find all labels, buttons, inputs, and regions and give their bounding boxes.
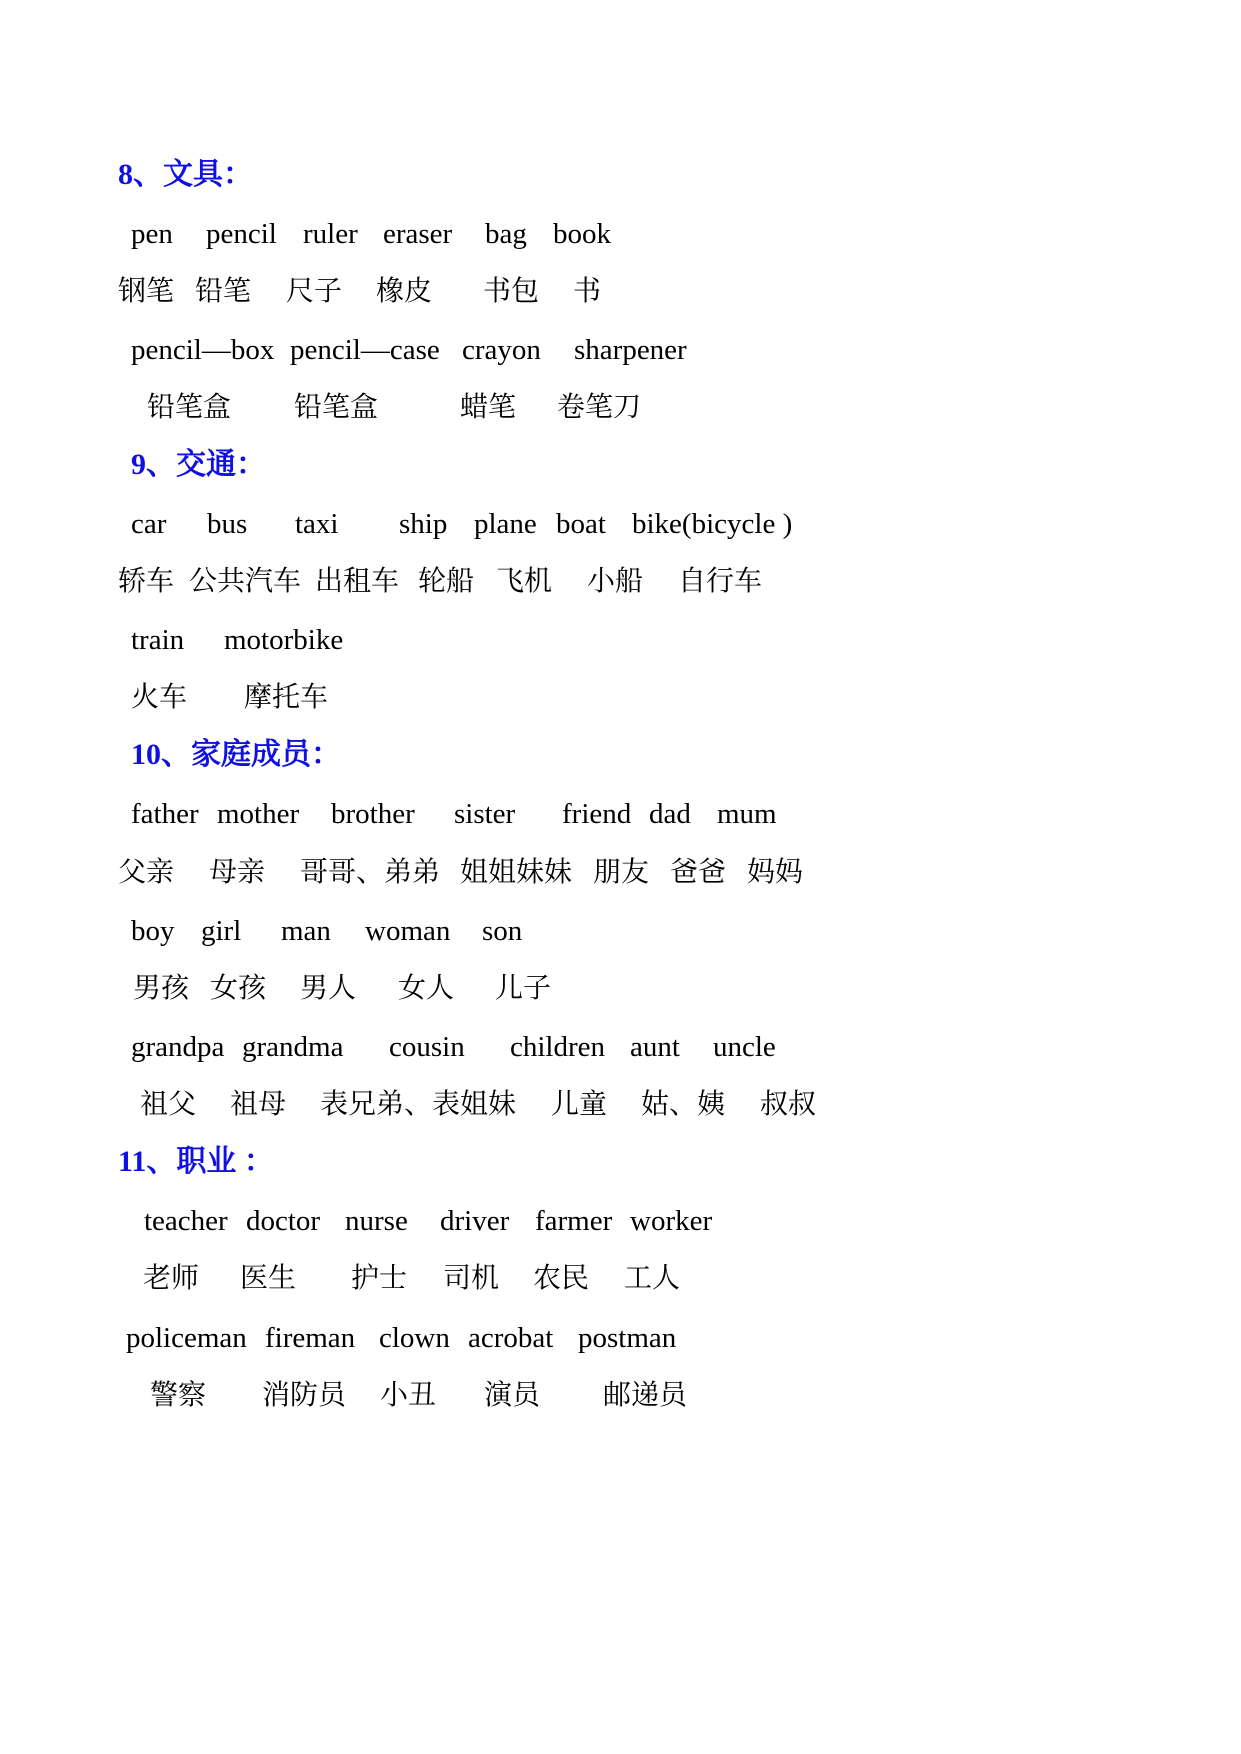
vocab-word: grandma	[242, 1031, 344, 1063]
vocab-word: dad	[649, 798, 691, 830]
vocab-word: bus	[207, 508, 248, 540]
vocab-word: pen	[131, 218, 173, 250]
vocab-translation: 护士	[351, 1261, 408, 1294]
vocab-row-english	[0, 911, 1241, 951]
vocab-word: pencil	[206, 218, 277, 250]
vocab-word: sharpener	[574, 334, 687, 366]
vocab-word: acrobat	[468, 1322, 554, 1354]
vocab-translation: 卷笔刀	[557, 390, 642, 423]
vocab-row-chinese	[0, 677, 1241, 717]
vocab-translation: 父亲	[118, 855, 175, 888]
vocab-translation: 橡皮	[376, 274, 433, 307]
vocab-word: son	[482, 915, 523, 947]
section-heading-occupations: 11、职业 ：	[118, 1145, 274, 1178]
vocab-translation: 小丑	[380, 1378, 437, 1411]
vocab-row-chinese	[0, 968, 1241, 1008]
vocab-translation: 火车	[131, 680, 188, 713]
vocab-translation: 母亲	[209, 855, 266, 888]
vocab-word: friend	[562, 798, 632, 830]
vocab-row-chinese	[0, 271, 1241, 311]
vocab-row-chinese	[0, 561, 1241, 601]
vocab-word: children	[510, 1031, 606, 1063]
vocab-translation: 邮递员	[603, 1378, 688, 1411]
vocab-word: motorbike	[224, 624, 344, 656]
vocab-word: plane	[474, 508, 537, 540]
vocab-word: woman	[365, 915, 451, 947]
vocab-word: sister	[454, 798, 516, 830]
vocab-word: eraser	[383, 218, 453, 250]
vocab-translation: 男孩	[133, 971, 190, 1004]
vocab-translation: 儿童	[551, 1087, 608, 1120]
vocab-row-english	[0, 1318, 1241, 1358]
vocab-word: doctor	[246, 1205, 321, 1237]
vocab-row-chinese	[0, 852, 1241, 892]
vocab-translation: 出租车	[315, 564, 400, 597]
vocab-translation: 铅笔	[195, 274, 252, 307]
vocab-row-english	[0, 1201, 1241, 1241]
vocab-translation: 公共汽车	[189, 564, 302, 597]
vocab-translation: 蜡笔	[460, 390, 517, 423]
vocab-word: nurse	[345, 1205, 408, 1237]
vocab-translation: 工人	[624, 1261, 681, 1294]
vocab-word: book	[553, 218, 611, 250]
vocab-word: father	[131, 798, 199, 830]
vocab-row-chinese	[0, 387, 1241, 427]
vocab-word: worker	[630, 1205, 713, 1237]
vocab-translation: 哥哥、弟弟	[300, 855, 441, 888]
vocab-word: fireman	[265, 1322, 356, 1354]
vocab-translation: 自行车	[678, 564, 763, 597]
vocab-word: farmer	[535, 1205, 613, 1237]
vocab-translation: 司机	[443, 1261, 500, 1294]
vocab-row-chinese	[0, 1084, 1241, 1124]
vocab-row-chinese	[0, 1375, 1241, 1415]
vocab-word: ruler	[303, 218, 358, 250]
vocab-row-chinese	[0, 1258, 1241, 1298]
vocab-word: crayon	[462, 334, 541, 366]
vocab-word: bag	[485, 218, 527, 250]
vocab-word: postman	[578, 1322, 677, 1354]
vocab-word: brother	[331, 798, 415, 830]
section-heading-stationery: 8、文具：	[118, 158, 253, 191]
vocab-translation: 姐姐妹妹	[460, 855, 573, 888]
vocab-translation: 警察	[150, 1378, 207, 1411]
vocab-translation: 轮船	[418, 564, 475, 597]
vocab-word: ship	[399, 508, 448, 540]
vocab-translation: 飞机	[496, 564, 553, 597]
vocab-translation: 医生	[240, 1261, 297, 1294]
vocab-translation: 老师	[143, 1261, 200, 1294]
vocab-translation: 书包	[483, 274, 540, 307]
vocab-word: aunt	[630, 1031, 680, 1063]
vocab-word: boat	[556, 508, 606, 540]
vocab-translation: 男人	[300, 971, 357, 1004]
vocab-translation: 姑、姨	[641, 1087, 726, 1120]
section-heading-transport: 9、交通：	[131, 448, 266, 481]
vocab-translation: 农民	[533, 1261, 590, 1294]
section-heading-family: 10、家庭成员：	[131, 738, 341, 771]
vocab-translation: 摩托车	[244, 680, 329, 713]
vocab-translation: 钢笔	[118, 274, 175, 307]
vocab-translation: 轿车	[118, 564, 175, 597]
vocab-word: car	[131, 508, 167, 540]
vocab-translation: 祖父	[140, 1087, 197, 1120]
vocab-word: man	[281, 915, 331, 947]
vocab-translation: 书	[573, 274, 602, 307]
vocab-word: mother	[217, 798, 300, 830]
vocab-translation: 女孩	[210, 971, 267, 1004]
vocab-word: boy	[131, 915, 175, 947]
vocab-word: pencil—box	[131, 334, 275, 366]
vocab-translation: 女人	[398, 971, 455, 1004]
vocab-word: girl	[201, 915, 242, 947]
vocab-translation: 妈妈	[747, 855, 804, 888]
vocab-word: train	[131, 624, 185, 656]
vocab-translation: 叔叔	[760, 1087, 817, 1120]
vocab-word: policeman	[126, 1322, 247, 1354]
vocab-translation: 小船	[587, 564, 644, 597]
vocab-word: bike(bicycle )	[632, 508, 793, 540]
vocab-row-english	[0, 620, 1241, 660]
vocab-row-english	[0, 214, 1241, 254]
vocab-translation: 尺子	[286, 274, 343, 307]
vocab-word: pencil—case	[290, 334, 440, 366]
vocab-row-english	[0, 330, 1241, 370]
vocab-translation: 朋友	[593, 855, 650, 888]
vocab-word: uncle	[713, 1031, 776, 1063]
vocab-row-english	[0, 794, 1241, 834]
vocab-word: grandpa	[131, 1031, 225, 1063]
vocab-translation: 铅笔盒	[294, 390, 379, 423]
vocab-word: clown	[379, 1322, 450, 1354]
vocab-row-english	[0, 1027, 1241, 1067]
vocab-word: cousin	[389, 1031, 465, 1063]
vocab-word: driver	[440, 1205, 510, 1237]
vocab-translation: 儿子	[495, 971, 552, 1004]
vocab-translation: 表兄弟、表姐妹	[320, 1087, 517, 1120]
vocab-translation: 消防员	[262, 1378, 347, 1411]
vocab-row-english	[0, 504, 1241, 544]
vocab-translation: 铅笔盒	[147, 390, 232, 423]
vocab-word: taxi	[295, 508, 339, 540]
vocab-translation: 祖母	[230, 1087, 287, 1120]
vocab-translation: 爸爸	[670, 855, 727, 888]
vocab-word: mum	[717, 798, 777, 830]
vocab-word: teacher	[144, 1205, 228, 1237]
vocab-translation: 演员	[484, 1378, 541, 1411]
